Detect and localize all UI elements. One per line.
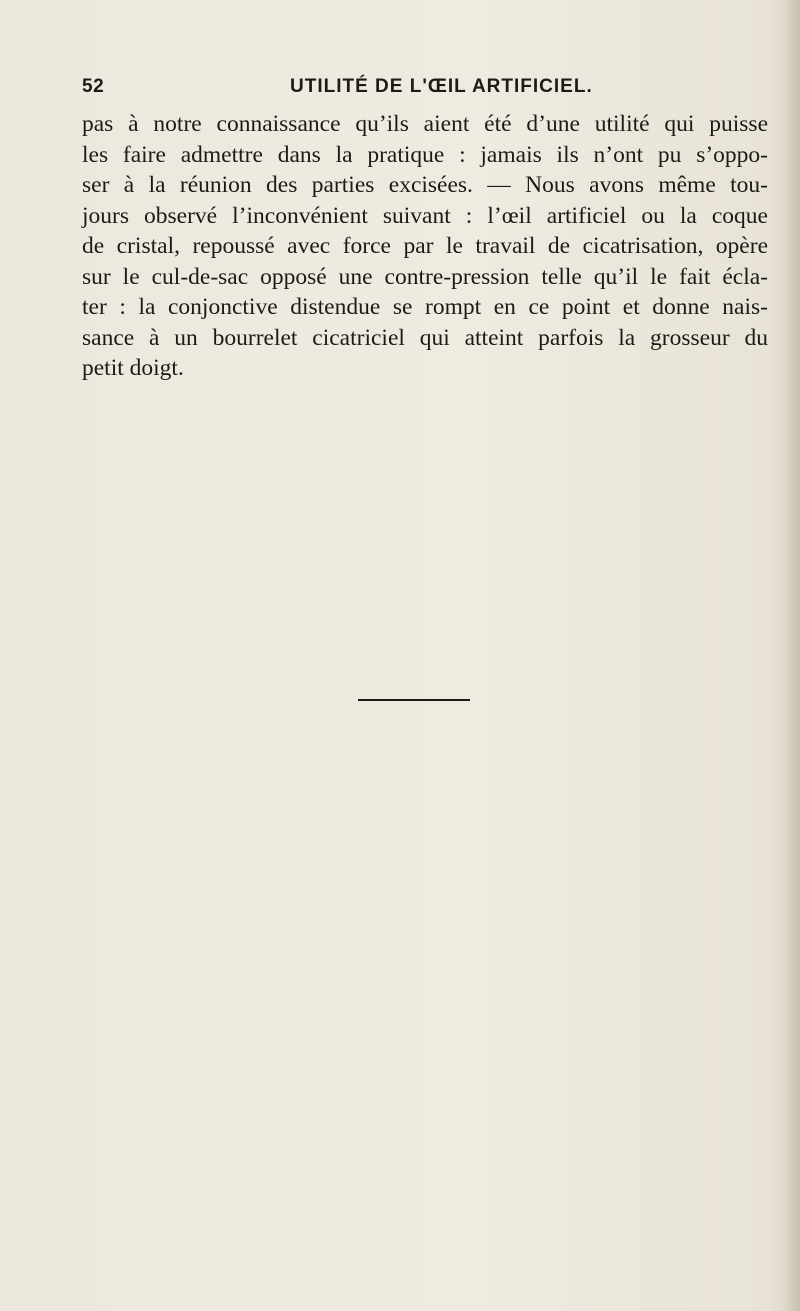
running-title: UTILITÉ DE L'ŒIL ARTIFICIEL. — [290, 76, 593, 97]
text-line: les faire admettre dans la pratique : jamais ils n’ont pu s’oppo- — [82, 141, 768, 168]
page-number: 52 — [82, 76, 105, 97]
text-line: ter : la conjonctive distendue se rompt en ce point et donne nais- — [82, 294, 768, 320]
text-line: jours observé l’inconvénient suivant : l’œil artificiel ou la coque — [82, 202, 768, 229]
page-edge-shadow — [784, 0, 800, 1311]
text-line: petit doigt. — [82, 355, 184, 381]
text-line: ser à la réunion des parties excisées. — Nous avons même tou- — [82, 172, 768, 198]
text-line: pas à notre connaissance qu’ils aient été d’une utilité qui puisse — [82, 111, 768, 137]
page-header — [82, 76, 700, 106]
body-paragraph — [82, 109, 768, 384]
text-line: sur le cul-de-sac opposé une contre-pression telle qu’il le fait écla- — [82, 263, 768, 290]
text-line: de cristal, repoussé avec force par le travail de cicatrisation, opère — [82, 233, 768, 259]
section-divider-rule — [358, 699, 470, 701]
text-line: sance à un bourrelet cicatriciel qui atteint parfois la grosseur du — [82, 324, 768, 351]
